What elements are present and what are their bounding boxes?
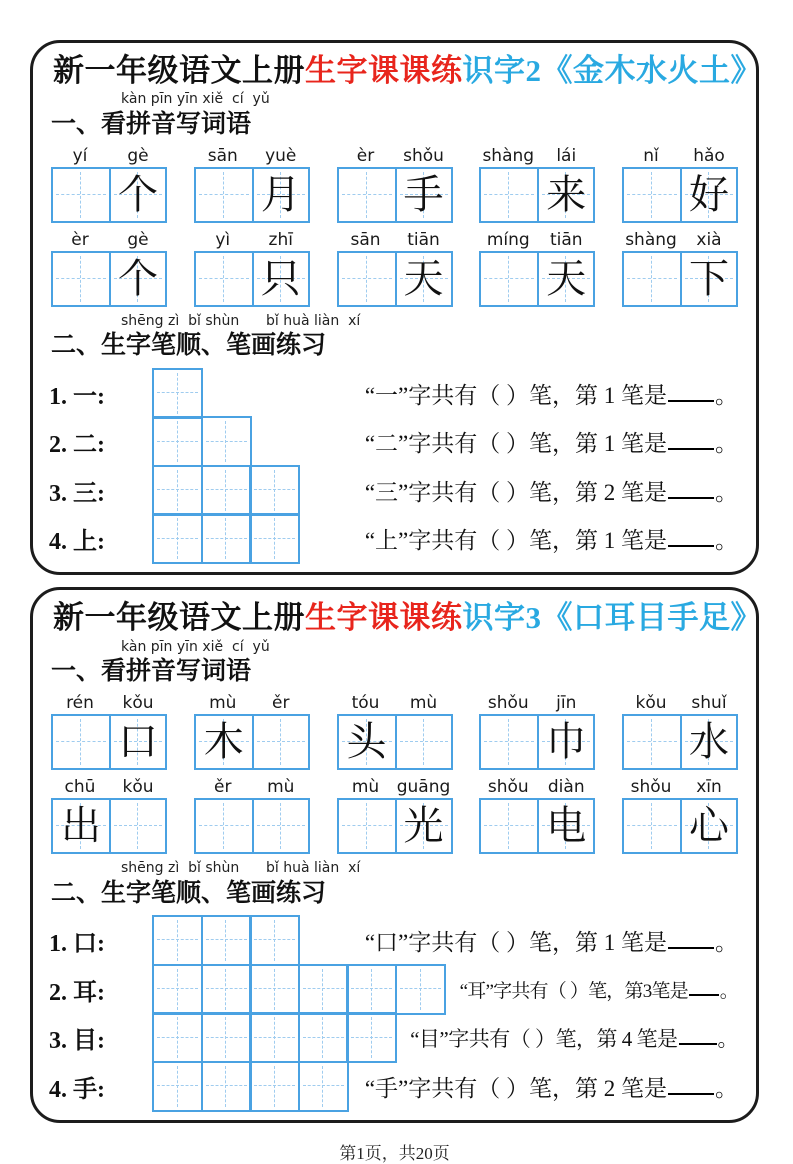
question-text [365, 1070, 740, 1103]
stroke-tianzige-box [201, 915, 252, 966]
question-prefix: “二”字共有（ ）笔，第 1 笔是 [364, 431, 667, 457]
hanzi-character: 心 [689, 803, 729, 849]
question-period: 。 [715, 1075, 738, 1101]
question-text [365, 377, 740, 410]
hanzi-character: 手 [403, 171, 444, 217]
pinyin-label: shàng [482, 145, 535, 166]
answer-blank [668, 400, 714, 402]
hanzi-character: 巾 [546, 719, 587, 765]
tianzige-cell [252, 253, 308, 305]
tianzige-cell [252, 800, 308, 852]
pinyin-word-rows [49, 693, 740, 854]
tianzige-pair [51, 714, 167, 770]
question-prefix: “口”字共有（ ）笔，第 1 笔是 [364, 929, 667, 955]
stroke-tianzige-box [201, 1012, 252, 1063]
hanzi-character: 光 [403, 803, 444, 849]
hanzi-character: 来 [546, 171, 587, 217]
pinyin-label: yì [215, 229, 231, 250]
stroke-boxes [152, 915, 300, 966]
tianzige-pair [337, 167, 453, 223]
section1-pinyin-caption: kàn pīn yīn xiě cí yǔ [121, 91, 270, 108]
pinyin-labels [622, 693, 738, 713]
stroke-practice-row [49, 416, 740, 467]
tianzige-pair [479, 798, 595, 854]
tianzige-cell [339, 169, 395, 221]
stroke-tianzige-box [395, 964, 446, 1015]
pinyin-label: ěr [272, 693, 290, 714]
stroke-boxes [152, 1012, 397, 1063]
hanzi-character: 头 [346, 719, 387, 765]
stroke-tianzige-box [249, 964, 300, 1015]
pinyin-label: shǒu [630, 777, 672, 798]
question-prefix: “目”字共有（ ）笔，第 4 笔是 [410, 1026, 678, 1051]
worksheet-card-shizi3 [30, 587, 762, 1122]
stroke-tianzige-box [152, 1061, 203, 1112]
section2-pinyin-caption: shēng zì bǐ shùn bǐ huà liàn xí [121, 860, 361, 877]
pinyin-word-row [49, 693, 740, 770]
pinyin-labels [479, 693, 595, 713]
pinyin-label: zhī [268, 229, 293, 250]
pinyin-label: xīn [696, 777, 722, 798]
word-group [479, 146, 595, 223]
word-group [479, 230, 595, 307]
stroke-practice-row [49, 465, 740, 516]
tianzige-cell [537, 253, 593, 305]
tianzige-cell [537, 169, 593, 221]
pinyin-word-rows [49, 146, 740, 307]
tianzige-cell [339, 800, 395, 852]
title-segment-red: 生字课课练 [305, 600, 463, 636]
pinyin-label: yuè [265, 145, 297, 166]
tianzige-cell [680, 716, 736, 768]
tianzige-pair [622, 251, 738, 307]
pinyin-label: mù [409, 693, 438, 714]
word-group [51, 693, 167, 770]
pinyin-label: ěr [214, 777, 232, 798]
answer-blank [679, 1043, 717, 1045]
hanzi-character: 电 [546, 803, 587, 849]
question-prefix: “手”字共有（ ）笔，第 2 笔是 [364, 1075, 667, 1101]
pinyin-label: lái [556, 145, 577, 166]
pinyin-labels [479, 777, 595, 797]
stroke-tianzige-box [249, 465, 300, 516]
stroke-tianzige-box [201, 964, 252, 1015]
tianzige-cell [109, 800, 165, 852]
tianzige-cell [339, 716, 395, 768]
question-text [410, 1023, 740, 1053]
stroke-tianzige-box [201, 416, 252, 467]
pinyin-label: hǎo [693, 145, 725, 166]
pinyin-label: tiān [549, 229, 583, 250]
pinyin-word-row [49, 146, 740, 223]
tianzige-cell [680, 253, 736, 305]
pinyin-label: shàng [625, 229, 677, 250]
pinyin-label: mù [351, 777, 380, 798]
word-group [51, 230, 167, 307]
tianzige-cell [53, 253, 109, 305]
question-prefix: “上”字共有（ ）笔，第 1 笔是 [364, 528, 667, 554]
tianzige-cell [53, 716, 109, 768]
pinyin-labels [479, 230, 595, 250]
tianzige-cell [109, 169, 165, 221]
stroke-practice-row [49, 513, 740, 564]
title-segment-black: 新一年级语文上册 [53, 53, 305, 88]
stroke-tianzige-box [201, 465, 252, 516]
tianzige-cell [680, 169, 736, 221]
stroke-boxes [152, 964, 446, 1015]
tianzige-cell [481, 716, 537, 768]
tianzige-cell [624, 800, 680, 852]
pinyin-labels [194, 146, 310, 166]
pinyin-labels [479, 146, 595, 166]
stroke-row-label: 2. 二: [49, 432, 105, 459]
word-group [337, 777, 453, 854]
stroke-tianzige-box [298, 964, 349, 1015]
pinyin-label: shǒu [487, 693, 529, 714]
worksheet-card-shizi2 [30, 40, 762, 575]
question-text [365, 474, 740, 507]
stroke-tianzige-box [249, 1012, 300, 1063]
question-prefix: “三”字共有（ ）笔，第 2 笔是 [364, 479, 667, 505]
answer-blank [668, 545, 714, 547]
tianzige-pair [51, 167, 167, 223]
title-segment-blue: 识字2《金木水火土》 [462, 53, 762, 88]
stroke-practice-row [49, 368, 740, 419]
pinyin-labels [622, 777, 738, 797]
pinyin-label: yí [72, 145, 88, 166]
question-prefix: “耳”字共有（ ）笔，第3笔是 [459, 980, 688, 1002]
pinyin-label: tóu [351, 693, 380, 714]
answer-blank [668, 947, 714, 949]
word-group [622, 693, 738, 770]
tianzige-cell [252, 169, 308, 221]
stroke-row-label: 2. 耳: [49, 979, 105, 1006]
hanzi-character: 天 [546, 255, 587, 301]
stroke-practice-rows [49, 368, 740, 565]
word-group [51, 146, 167, 223]
tianzige-cell [395, 800, 451, 852]
pinyin-label: diàn [547, 777, 585, 798]
stroke-tianzige-box [201, 1061, 252, 1112]
word-group [194, 777, 310, 854]
question-text [365, 425, 740, 458]
stroke-row-label: 4. 上: [49, 529, 105, 556]
section1-pinyin-caption: kàn pīn yīn xiě cí yǔ [121, 638, 270, 655]
pinyin-labels [51, 146, 167, 166]
word-group [622, 230, 738, 307]
tianzige-cell [53, 800, 109, 852]
tianzige-pair [337, 251, 453, 307]
stroke-tianzige-box [298, 1012, 349, 1063]
stroke-tianzige-box [152, 964, 203, 1015]
section2-pinyin-caption: shēng zì bǐ shùn bǐ huà liàn xí [121, 312, 361, 329]
pinyin-label: nǐ [643, 145, 659, 166]
stroke-tianzige-box [152, 1012, 203, 1063]
hanzi-character: 口 [118, 719, 158, 765]
tianzige-cell [680, 800, 736, 852]
hanzi-character: 木 [203, 719, 244, 765]
tianzige-pair [194, 251, 310, 307]
stroke-boxes [152, 465, 300, 516]
hanzi-character: 下 [689, 255, 729, 301]
word-group [622, 146, 738, 223]
tianzige-cell [109, 716, 165, 768]
tianzige-cell [481, 169, 537, 221]
pinyin-label: sān [350, 229, 381, 250]
word-group [479, 693, 595, 770]
stroke-tianzige-box [249, 1061, 300, 1112]
question-text [365, 924, 740, 957]
tianzige-pair [51, 251, 167, 307]
hanzi-character: 个 [118, 255, 158, 301]
tianzige-pair [194, 167, 310, 223]
title-segment-black: 新一年级语文上册 [53, 600, 305, 636]
pinyin-labels [194, 777, 310, 797]
section2-heading: 二、生字笔顺、笔画练习 [51, 879, 327, 907]
question-period: 。 [715, 382, 738, 408]
tianzige-cell [339, 253, 395, 305]
stroke-tianzige-box [298, 1061, 349, 1112]
stroke-tianzige-box [152, 465, 203, 516]
pinyin-label: shuǐ [691, 693, 727, 714]
pinyin-label: chū [64, 777, 96, 798]
stroke-tianzige-box [249, 915, 300, 966]
pinyin-labels [194, 230, 310, 250]
tianzige-cell [624, 716, 680, 768]
stroke-practice-row [49, 1061, 740, 1112]
pinyin-label: kǒu [122, 777, 154, 798]
answer-blank [668, 497, 714, 499]
tianzige-cell [196, 800, 252, 852]
page-footer: 第1页，共20页 [339, 1143, 450, 1163]
stroke-boxes [152, 416, 252, 467]
stroke-tianzige-box [249, 513, 300, 564]
stroke-tianzige-box [152, 416, 203, 467]
tianzige-cell [395, 169, 451, 221]
section1-heading: 一、看拼音写词语 [51, 110, 252, 138]
question-text [365, 522, 740, 555]
question-period: 。 [715, 479, 738, 505]
tianzige-cell [624, 253, 680, 305]
stroke-tianzige-box [152, 513, 203, 564]
stroke-tianzige-box [346, 1012, 397, 1063]
stroke-tianzige-box [152, 915, 203, 966]
pinyin-labels [337, 146, 453, 166]
tianzige-pair [194, 714, 310, 770]
pinyin-label: guāng [396, 777, 451, 798]
pinyin-label: shǒu [487, 777, 529, 798]
tianzige-cell [481, 253, 537, 305]
question-period: 。 [719, 980, 738, 1002]
tianzige-pair [622, 798, 738, 854]
pinyin-label: mù [209, 693, 237, 714]
answer-blank [668, 448, 714, 450]
title-segment-red: 生字课课练 [305, 53, 463, 88]
question-prefix: “一”字共有（ ）笔，第 1 笔是 [364, 382, 667, 408]
tianzige-pair [479, 714, 595, 770]
tianzige-pair [337, 714, 453, 770]
pinyin-label: èr [356, 145, 375, 166]
word-group [51, 777, 167, 854]
title-segment-blue: 识字3《口耳目手足》 [462, 600, 762, 636]
tianzige-cell [624, 169, 680, 221]
question-period: 。 [715, 929, 738, 955]
tianzige-cell [537, 800, 593, 852]
tianzige-cell [109, 253, 165, 305]
tianzige-pair [337, 798, 453, 854]
tianzige-cell [196, 169, 252, 221]
word-group [337, 230, 453, 307]
tianzige-cell [537, 716, 593, 768]
word-group [337, 146, 453, 223]
question-period: 。 [715, 528, 738, 554]
stroke-boxes [152, 513, 300, 564]
stroke-practice-row [49, 964, 740, 1015]
word-group [622, 777, 738, 854]
pinyin-labels [622, 146, 738, 166]
hanzi-character: 月 [260, 171, 301, 217]
pinyin-labels [51, 693, 167, 713]
tianzige-pair [622, 167, 738, 223]
stroke-tianzige-box [346, 964, 397, 1015]
worksheet-title [53, 598, 762, 638]
stroke-row-label: 3. 目: [49, 1028, 105, 1055]
pinyin-label: jīn [556, 693, 577, 714]
tianzige-cell [481, 800, 537, 852]
section2-heading: 二、生字笔顺、笔画练习 [51, 332, 327, 360]
hanzi-character: 水 [689, 719, 729, 765]
hanzi-character: 只 [260, 255, 301, 301]
pinyin-word-row [49, 230, 740, 307]
pinyin-label: kǒu [635, 693, 667, 714]
pinyin-labels [337, 693, 453, 713]
pinyin-label: mù [267, 777, 295, 798]
pinyin-label: gè [127, 145, 149, 166]
tianzige-pair [479, 251, 595, 307]
pinyin-label: sān [207, 145, 238, 166]
answer-blank [668, 1093, 714, 1095]
hanzi-character: 天 [403, 255, 444, 301]
tianzige-cell [196, 716, 252, 768]
stroke-practice-row [49, 1012, 740, 1063]
pinyin-label: tiān [407, 229, 440, 250]
pinyin-label: rén [66, 693, 94, 714]
tianzige-cell [395, 716, 451, 768]
pinyin-label: shǒu [403, 145, 444, 166]
hanzi-character: 出 [61, 803, 101, 849]
pinyin-label: èr [71, 229, 89, 250]
hanzi-character: 个 [118, 171, 158, 217]
word-group [194, 693, 310, 770]
stroke-row-label: 1. 一: [49, 383, 105, 410]
stroke-boxes [152, 368, 203, 419]
answer-blank [689, 994, 719, 996]
pinyin-word-row [49, 777, 740, 854]
stroke-row-label: 3. 三: [49, 480, 105, 507]
question-period: 。 [715, 431, 738, 457]
stroke-practice-row [49, 915, 740, 966]
word-group [337, 693, 453, 770]
tianzige-cell [395, 253, 451, 305]
pinyin-label: kǒu [122, 693, 154, 714]
tianzige-pair [479, 167, 595, 223]
pinyin-labels [622, 230, 738, 250]
word-group [194, 230, 310, 307]
stroke-row-label: 4. 手: [49, 1076, 105, 1103]
pinyin-label: míng [486, 229, 530, 250]
stroke-tianzige-box [201, 513, 252, 564]
pinyin-labels [51, 777, 167, 797]
pinyin-labels [337, 777, 453, 797]
stroke-practice-rows [49, 915, 740, 1112]
tianzige-cell [252, 716, 308, 768]
pinyin-label: gè [127, 229, 149, 250]
stroke-row-label: 1. 口: [49, 930, 105, 957]
pinyin-labels [51, 230, 167, 250]
stroke-tianzige-box [152, 368, 203, 419]
tianzige-cell [196, 253, 252, 305]
hanzi-character: 好 [689, 171, 729, 217]
pinyin-labels [194, 693, 310, 713]
section1-heading: 一、看拼音写词语 [51, 658, 252, 686]
pinyin-labels [337, 230, 453, 250]
worksheet-title [53, 51, 762, 91]
tianzige-cell [53, 169, 109, 221]
question-text [460, 976, 740, 1003]
tianzige-pair [194, 798, 310, 854]
tianzige-pair [622, 714, 738, 770]
word-group [479, 777, 595, 854]
question-period: 。 [717, 1026, 738, 1051]
pinyin-label: xià [696, 229, 722, 250]
word-group [194, 146, 310, 223]
tianzige-pair [51, 798, 167, 854]
stroke-boxes [152, 1061, 349, 1112]
